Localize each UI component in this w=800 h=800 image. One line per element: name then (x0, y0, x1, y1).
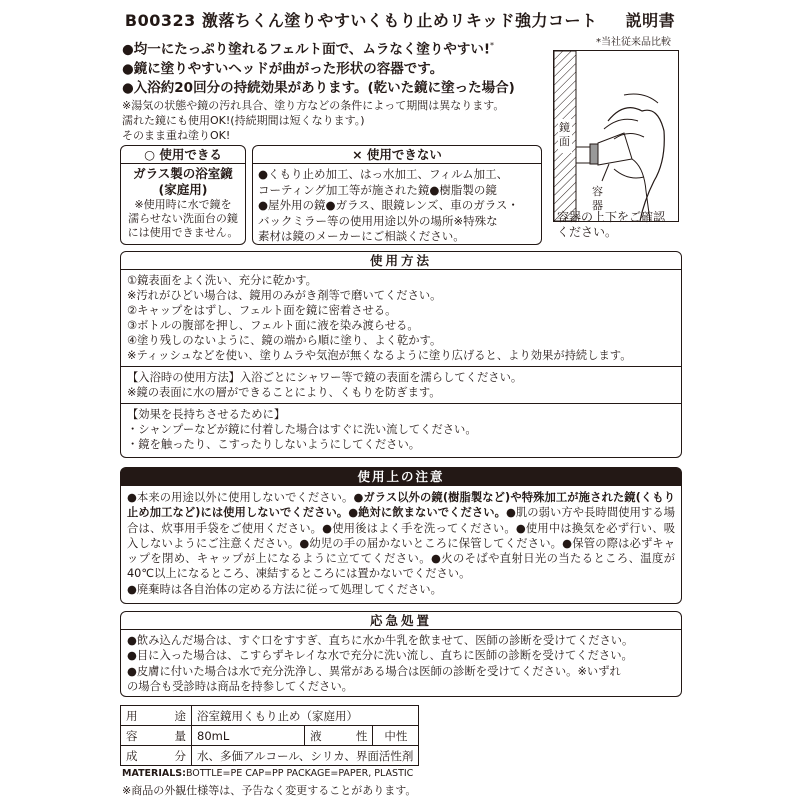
mirror-label: 鏡面 (559, 121, 570, 148)
usage-illustration (553, 50, 679, 222)
usage-steps (121, 270, 681, 367)
feature-item: ●鏡に塗りやすいヘッドが曲がった形状の容器です。 (122, 60, 444, 77)
not-usable-line: 素材は鏡のメーカーにご相談ください。 (258, 229, 465, 243)
not-usable-line: ●屋外用の鏡●ガラス、眼鏡レンズ、車のガラス・ (258, 198, 519, 212)
product-name: 激落ちくん塗りやすいくもり止めリキッド強力コート (201, 11, 598, 30)
usable-subtitle: (家庭用) (158, 182, 208, 197)
spec-row-ingredients (121, 746, 419, 766)
emergency-box (120, 611, 682, 697)
illustration-caption: 容器の上下をご確認 ください。 (557, 210, 666, 239)
feature-item: ●均一にたっぷり塗れるフェルト面で、ムラなく塗りやすい!* (122, 41, 494, 58)
materials-line: MATERIALS:BOTTLE=PE CAP=PP PACKAGE=PAPER, PLASTIC (122, 768, 414, 779)
usage-step: ①鏡表面をよく洗い、充分に乾かす。 (127, 274, 317, 287)
emergency-line: ●皮膚に付いた場合は水で充分洗浄し、異常がある場合は医師の診断を受けてください。※いずれ (127, 664, 621, 678)
usage-box (120, 251, 682, 458)
spec-row-use (121, 706, 419, 726)
long-lasting-tips (121, 404, 681, 455)
feature-note: ※湯気の状態や鏡の汚れ具合、塗り方などの条件によって期間は異なります。 (122, 98, 505, 112)
spec-value: 水、多価アルコール、シリカ、界面活性剤 (192, 746, 419, 766)
usage-step: ③ボトルの腹部を押し、フェルト面に液を染み渡らせる。 (127, 319, 419, 332)
usable-note: 濡らせない洗面台の鏡 (128, 212, 238, 225)
usable-note: には使用できません。 (127, 226, 239, 239)
emergency-line: ●飲み込んだ場合は、すぐ口をすすぎ、直ちに水か牛乳を飲ませて、医師の診断を受けてください。 (127, 634, 634, 647)
spec-value: 中性 (373, 726, 419, 746)
caution-header: 使用上の注意 (121, 468, 681, 486)
not-usable-line: バックミラー等の使用用途以外の場所※特殊な (258, 213, 498, 228)
usage-header: 使用方法 (121, 252, 681, 270)
feature-note: そのまま重ね塗りOK! (122, 128, 231, 142)
usable-box (120, 145, 246, 245)
spec-label: 成分 (121, 746, 192, 766)
feature-note: 濡れた鏡にも使用OK!(持続期間は短くなります。) (122, 113, 365, 127)
document-title (0, 8, 800, 31)
product-code: B00323 (124, 11, 196, 30)
bath-usage-line: ※鏡の表面に水の層ができることにより、くもりを防ぎます。 (127, 386, 441, 399)
usage-step: ④塗り残しのないように、鏡の端から順に塗り、よく乾かす。 (127, 334, 442, 347)
emergency-line: の場合も受診時は商品を持参してください。 (127, 679, 353, 693)
spec-label: 容量 (121, 726, 192, 746)
usage-step: ※汚れがひどい場合は、鏡用のみがき剤等で磨いてください。 (127, 289, 442, 302)
footer-note: ※商品の外観仕様等は、予告なく変更することがあります。 (122, 784, 417, 797)
tip-line: ・鏡を触ったり、こすったりしないようにしてください。 (127, 438, 421, 451)
tip-line: ・シャンプーなどが鏡に付着した場合はすぐに洗い流してください。 (127, 423, 477, 436)
doc-type: 説明書 (625, 11, 676, 30)
compare-note: *当社従来品比較 (596, 37, 671, 48)
usable-title: ガラス製の浴室鏡 (133, 166, 233, 181)
spec-value: 浴室鏡用くもり止め（家庭用） (192, 706, 419, 726)
spec-label: 用途 (121, 706, 192, 726)
usage-step: ②キャップをはずし、フェルト面を鏡に密着させる。 (127, 304, 397, 317)
not-usable-header: × 使用できない (253, 146, 541, 164)
hand-applying-bottle-icon (554, 51, 678, 221)
usage-step: ※ティッシュなどを使い、塗りムラや気泡が無くなるように塗り広げると、より効果が持続します。 (127, 349, 632, 362)
usable-header: ○ 使用できる (121, 146, 245, 164)
bath-usage (121, 367, 681, 404)
feature-list (122, 36, 542, 143)
not-usable-box (252, 145, 542, 245)
usable-note: ※使用時に水で鏡を (134, 198, 232, 211)
container-label: 容器 (592, 185, 603, 212)
tip-line: 【効果を長持ちさせるために】 (127, 408, 286, 421)
not-usable-line: コーティング加工等が施された鏡●樹脂製の鏡 (258, 182, 497, 197)
caution-box (120, 467, 682, 604)
spec-label: 液性 (305, 726, 373, 746)
bath-usage-line: 【入浴時の使用方法】入浴ごとにシャワー等で鏡の表面を濡らしてください。 (127, 371, 523, 384)
caution-text: ●本来の用途以外に使用しないでください。●ガラス以外の鏡(樹脂製など)や特殊加工が施された鏡(くもり止め加工など)には使用しないでください。●絶対に飲まないでください。●肌の弱い方や長時間使用する場合は、炊事用手袋をご使用ください。●使用後はよく手を洗ってください。●使用中は換気を必ず行い、吸入しないようにご注意ください。●幼児の手の届かないところに保管してください。●保管の際は必ずキャップを閉め、キャップが上になるように立ててください。●火のそばや直射日光の当たるところ、温度が40℃以上になるところ、凍結するところには置かないでください。 ●廃棄時は各自治体の定める方法に従って処理してください。 (127, 491, 676, 596)
emergency-header: 応急処置 (121, 612, 681, 630)
feature-item: ●入浴約20回分の持続効果があります。(乾いた鏡に塗った場合) (122, 79, 515, 96)
not-usable-line: ●くもり止め加工、はっ水加工、フィルム加工、 (258, 167, 509, 181)
emergency-line: ●目に入った場合は、こすらずキレイな水で充分に洗い流し、直ちに医師の診断を受けてください。 (127, 649, 633, 663)
spec-value: 80mL (192, 726, 305, 746)
spec-table (120, 705, 419, 766)
spec-row-volume (121, 726, 419, 746)
